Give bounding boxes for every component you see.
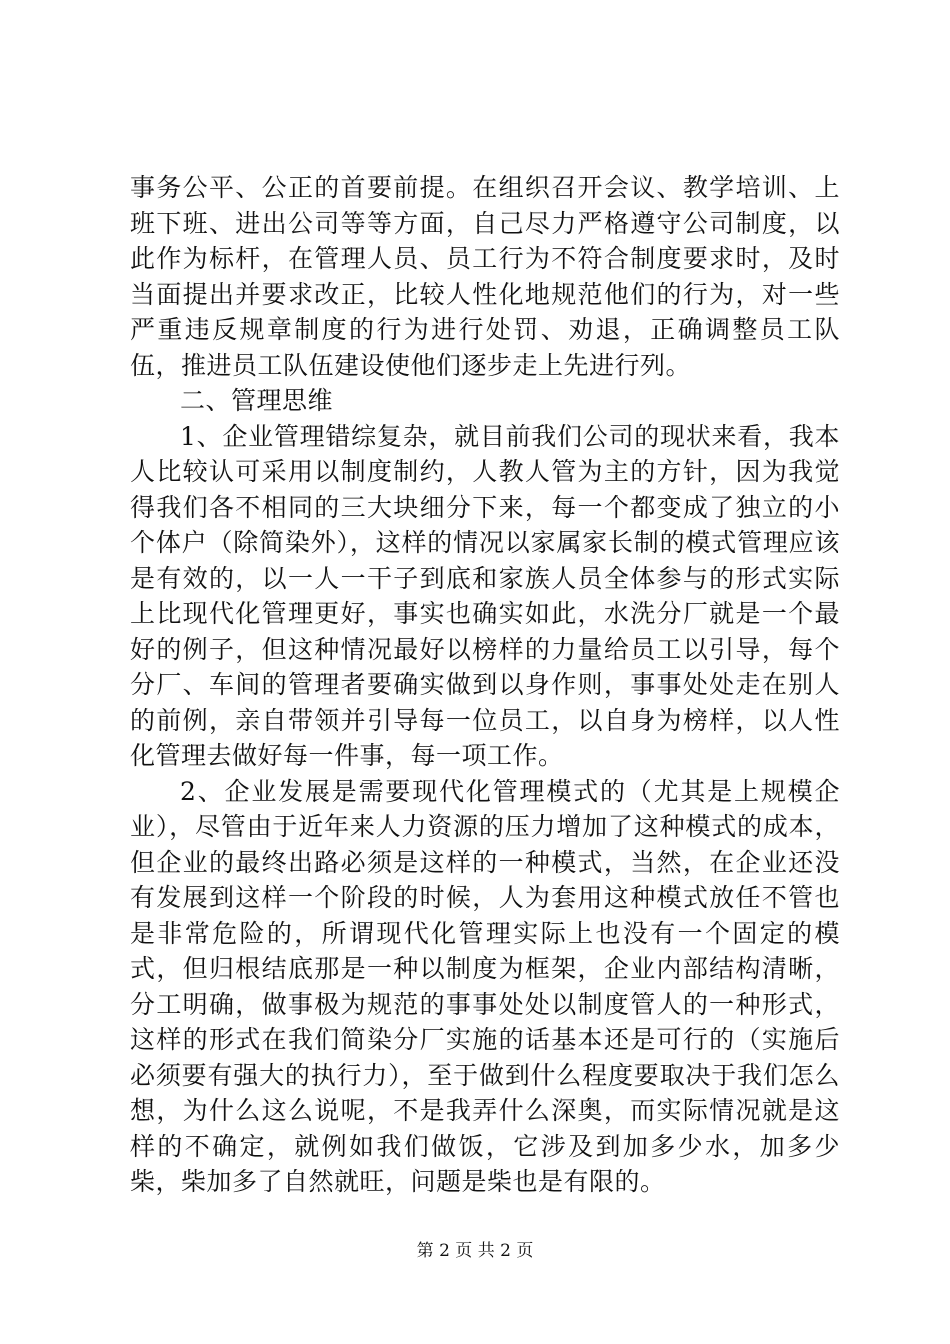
paragraph-continuation: 事务公平、公正的首要前提。在组织召开会议、教学培训、上班下班、进出公司等等方面，自己尽力严格遵守公司制度，以此作为标杆，在管理人员、员工行为不符合制度要求时，及时当面提出并要求改正，比较人性化地规范他们的行为，对一些严重违反规章制度的行为进行处罚、劝退，正确调整员工队伍，推进员工队伍建设使他们逐步走上先进行列。: [130, 173, 840, 380]
paragraph-point-2: 2、企业发展是需要现代化管理模式的（尤其是上规模企业），尽管由于近年来人力资源的压力增加了这种模式的成本，但企业的最终出路必须是这样的一种模式，当然，在企业还没有发展到这样一个阶段的时候，人为套用这种模式放任不管也是非常危险的，所谓现代化管理实际上也没有一个固定的模式，但归根结底那是一种以制度为框架，企业内部结构清晰，分工明确，做事极为规范的事事处处以制度管人的一种形式，这样的形式在我们简染分厂实施的话基本还是可行的（实施后必须要有强大的执行力），至于做到什么程度要取决于我们怎么想，为什么这么说呢，不是我弄什么深奥，而实际情况就是这样的不确定，就例如我们做饭，它涉及到加多少水，加多少柴，柴加多了自然就旺，问题是柴也是有限的。: [130, 776, 840, 1196]
paragraph-point-1: 1、企业管理错综复杂，就目前我们公司的现状来看，我本人比较认可采用以制度制约，人教人管为主的方针，因为我觉得我们各不相同的三大块细分下来，每一个都变成了独立的小个体户（除简染外），这样的情况以家属家长制的模式管理应该是有效的，以一人一干子到底和家族人员全体参与的形式实际上比现代化管理更好，事实也确实如此，水洗分厂就是一个最好的例子，但这种情况最好以榜样的力量给员工以引导，每个分厂、车间的管理者要确实做到以身作则，事事处处走在别人的前例，亲自带领并引导每一位员工，以自身为榜样，以人性化管理去做好每一件事，每一项工作。: [130, 421, 840, 770]
section-heading: 二、管理思维: [180, 386, 334, 415]
page-number-footer: 第 2 页 共 2 页: [416, 1241, 534, 1261]
document-body: [130, 170, 840, 1200]
